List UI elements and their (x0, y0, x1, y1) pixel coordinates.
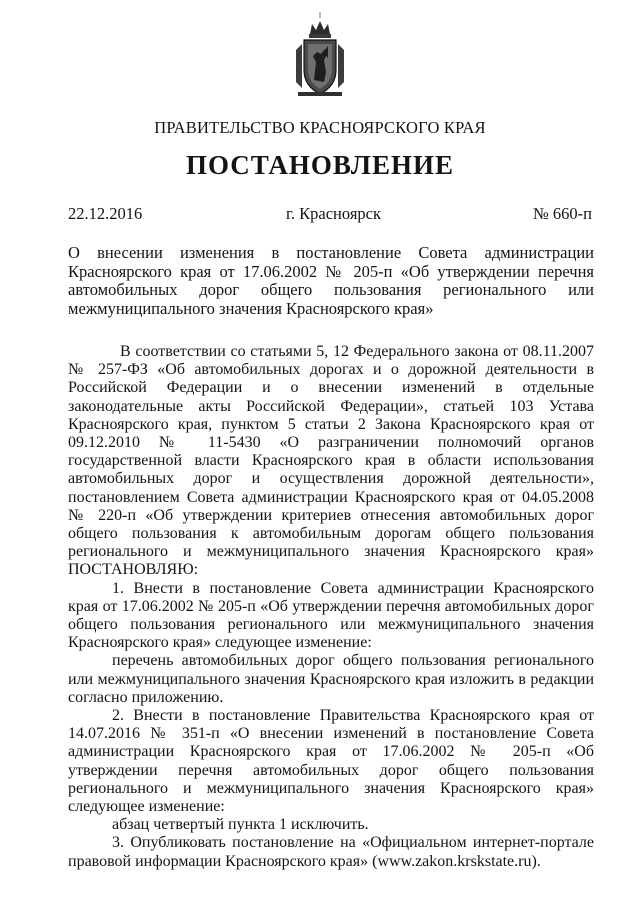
coat-of-arms-emblem (290, 12, 350, 100)
government-title: ПРАВИТЕЛЬСТВО КРАСНОЯРСКОГО КРАЯ (154, 118, 486, 137)
item-1-detail-paragraph: перечень автомобильных дорог общего пользования регионального или межмуниципального значения Красноярского края изложить в редакции согласно приложению. (68, 652, 594, 706)
document-body (68, 343, 594, 871)
item-3-paragraph: 3. Опубликовать постановление на «Официальном интернет-портале правовой информации Красноярского края» (www.zakon.krskstate.ru). (68, 834, 594, 870)
item-2-paragraph: 2. Внести в постановление Правительства Красноярского края от 14.07.2016 № 351-п «О внесении изменений в постановление Совета администрации Красноярского края от 17.06.2002 № 205-п «Об утверждении перечня автомобильных дорог общего пользования регионального и межмуниципального значения Красноярского края» следующее изменение: (68, 707, 594, 816)
coat-of-arms-icon (290, 12, 350, 100)
document-number: № 660-п (533, 204, 592, 223)
preamble-paragraph: В соответствии со статьями 5, 12 Федерального закона от 08.11.2007 № 257-ФЗ «Об автомобильных дорогах и о дорожной деятельности в Российской Федерации и о внесении изменений в отдельные законодательные акты Российской Федерации», статьей 103 Устава Красноярского края, пунктом 5 статьи 2 Закона Красноярского края от 09.12.2010 № 11-5430 «О разграничении полномочий органов государственной власти Красноярского края в области использования автомобильных дорог и осуществления дорожной деятельности», постановлением Совета администрации Красноярского края от 04.05.2008 № 220-п «Об утверждении критериев отнесения автомобильных дорог общего пользования к автомобильным дорогам общего пользования регионального и межмуниципального значения Красноярского края» ПОСТАНОВЛЯЮ: (68, 343, 594, 579)
document-date: 22.12.2016 (68, 204, 143, 223)
document-type: ПОСТАНОВЛЕНИЕ (185, 150, 455, 180)
document-city: г. Красноярск (286, 204, 382, 223)
item-1-paragraph: 1. Внести в постановление Совета администрации Красноярского края от 17.06.2002 № 205-п «Об утверждении перечня автомобильных дорог общего пользования регионального или межмуниципального значения Красноярского края» следующее изменение: (68, 579, 594, 652)
document-subject: О внесении изменения в постановление Совета администрации Красноярского края от 17.06.2002 № 205-п «Об утверждении перечня автомобильных дорог общего пользования регионального или межмуниципального значения Красноярского края» (68, 243, 594, 318)
item-2-detail-paragraph: абзац четвертый пункта 1 исключить. (112, 816, 369, 834)
